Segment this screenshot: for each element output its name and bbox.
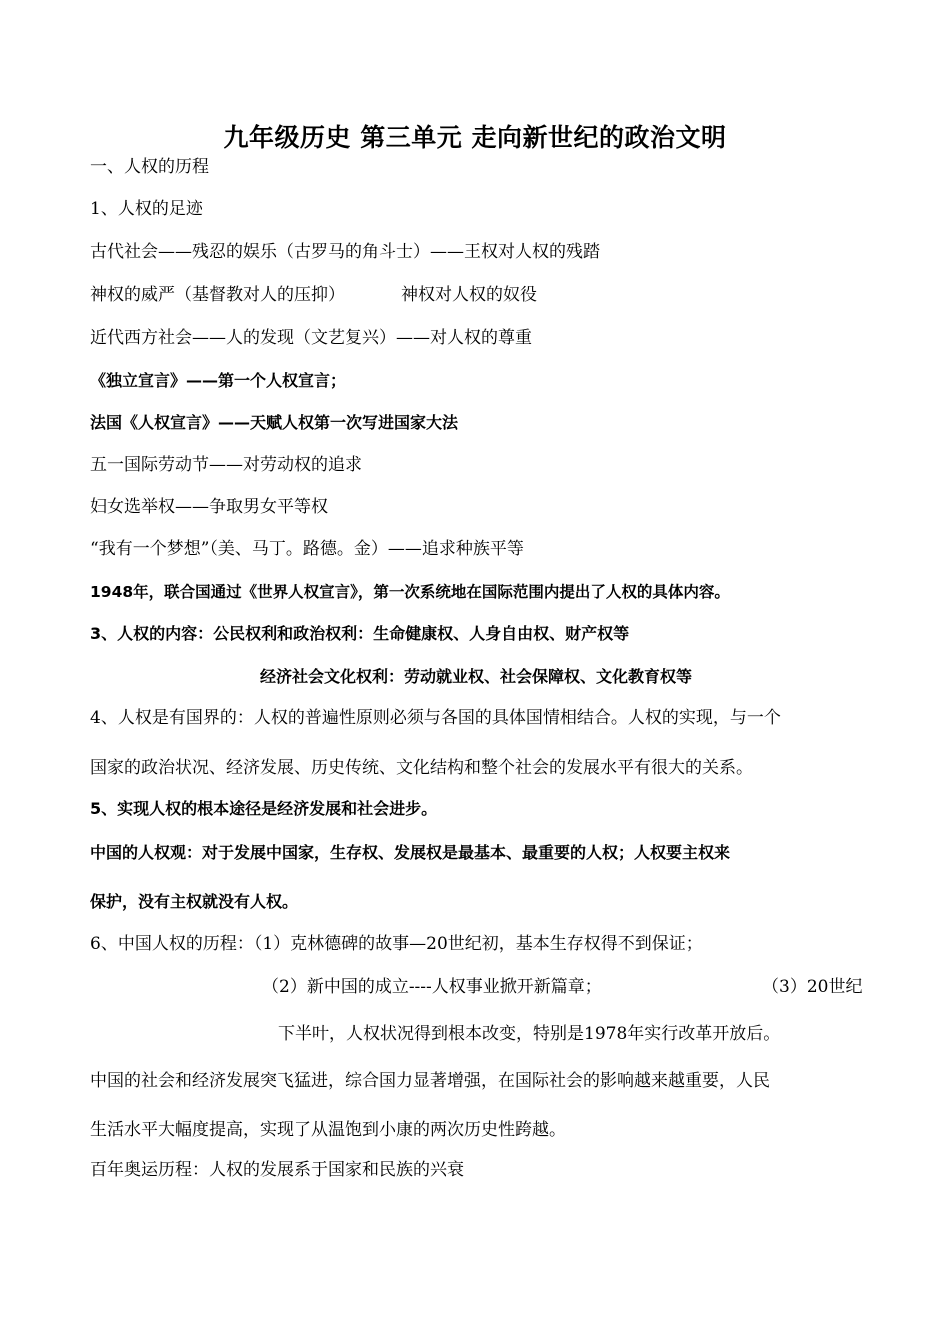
text-line-bold: 中国的人权观：对于发展中国家，生存权、发展权是最基本、最重要的人权；人权要主权来 [90,843,731,862]
text-line: 古代社会——残忍的娱乐（古罗马的角斗士）——王权对人权的残踏 [90,242,600,262]
text-segment: 神权的威严（基督教对人的压抑） [90,285,345,305]
text-line: 6、中国人权的历程：（1）克林德碑的故事—20世纪初，基本生存权得不到保证； [90,934,703,954]
text-line: 妇女选举权——争取男女平等权 [90,497,328,517]
text-line: 近代西方社会——人的发现（文艺复兴）——对人权的尊重 [90,328,532,348]
text-line-bold: 经济社会文化权利：劳动就业权、社会保障权、文化教育权等 [260,667,693,686]
text-line: 4、人权是有国界的：人权的普遍性原则必须与各国的具体国情相结合。人权的实现，与一个 [90,708,781,728]
text-line: （2）新中国的成立----人权事业掀开新篇章； [262,977,602,997]
text-line: （3）20世纪 [762,977,863,997]
text-line: 五一国际劳动节——对劳动权的追求 [90,455,362,475]
text-line-bold: 法国《人权宣言》——天赋人权第一次写进国家大法 [90,413,459,432]
text-line-bold: 1948年，联合国通过《世界人权宣言》，第一次系统地在国际范围内提出了人权的具体内容。 [90,583,730,601]
subsection-heading-1: 1、人权的足迹 [90,199,203,219]
document-title: 九年级历史 第三单元 走向新世纪的政治文明 [223,123,727,152]
text-line: 生活水平大幅度提高，实现了从温饱到小康的两次历史性跨越。 [90,1120,566,1140]
text-line: 百年奥运历程：人权的发展系于国家和民族的兴衰 [90,1160,464,1180]
text-line: 中国的社会和经济发展突飞猛进，综合国力显著增强，在国际社会的影响越来越重要，人民 [90,1071,770,1091]
text-line-bold: 3、人权的内容：公民权利和政治权利：生命健康权、人身自由权、财产权等 [90,624,630,643]
text-line: 下半叶，人权状况得到根本改变，特别是1978年实行改革开放后。 [278,1024,781,1044]
text-segment: 神权对人权的奴役 [401,285,537,305]
text-line-bold: 保护，没有主权就没有人权。 [90,892,299,911]
text-line: “我有一个梦想”（美、马丁。路德。金）——追求种族平等 [90,539,524,559]
text-line-bold: 《独立宣言》——第一个人权宣言； [90,371,347,390]
text-line: 国家的政治状况、经济发展、历史传统、文化结构和整个社会的发展水平有很大的关系。 [90,758,753,778]
text-line-bold: 5、实现人权的根本途径是经济发展和社会进步。 [90,799,438,818]
section-heading-1: 一、人权的历程 [90,157,209,177]
text-line [90,283,537,307]
